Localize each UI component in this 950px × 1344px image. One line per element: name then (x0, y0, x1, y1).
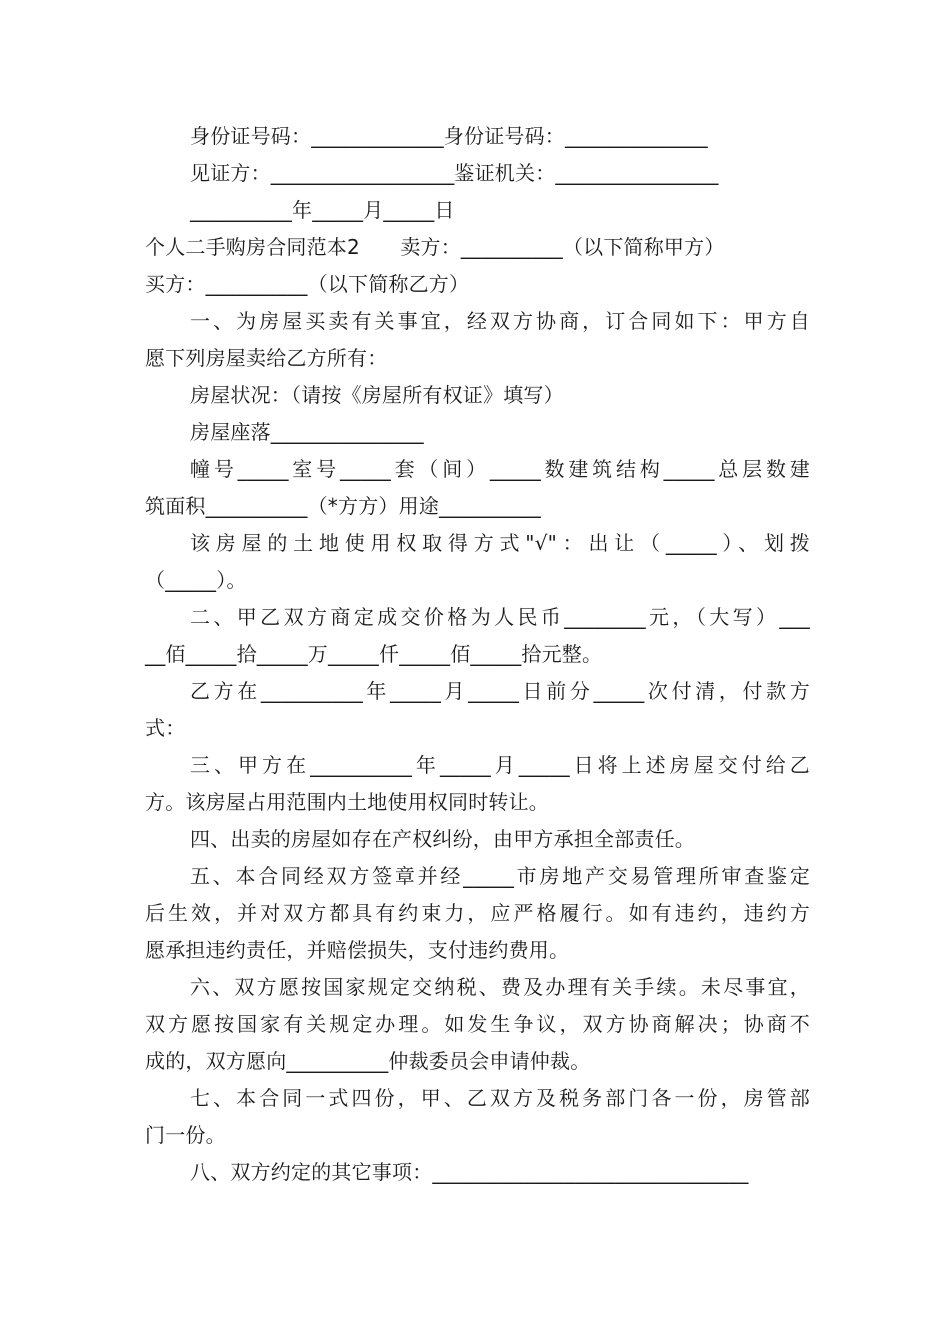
clause-7-line-1: 七、本合同一式四份，甲、乙双方及税务部门各一份，房管部 (190, 1086, 810, 1110)
house-details-line-2: 筑面积__________（*方方）用途__________ (145, 494, 541, 518)
clause-2-line-1: 二、甲乙双方商定成交价格为人民币________元，（大写）___ (190, 605, 810, 629)
clause-3-line-2: 方。该房屋占用范围内土地使用权同时转让。 (145, 790, 549, 814)
buyer-line: 买方：__________（以下简称乙方） (145, 272, 470, 296)
clause-8-line: 八、双方约定的其它事项：_______________________________ (190, 1160, 749, 1184)
clause-1-line-2: 愿下列房屋卖给乙方所有： (145, 346, 388, 370)
clause-6-line-3: 成的，双方愿向__________仲裁委员会申请仲裁。 (145, 1049, 591, 1073)
contract-page (145, 118, 810, 1191)
contract-title-seller-line: 个人二手购房合同范本2 卖方：__________（以下简称甲方） (145, 235, 725, 259)
id-number-line: 身份证号码：_____________身份证号码：______________ (190, 124, 708, 148)
land-use-line-1: 该房屋的土地使用权取得方式"√"：出让（_____）、划拨 (190, 531, 810, 555)
clause-4-line: 四、出卖的房屋如存在产权纠纷，由甲方承担全部责任。 (190, 827, 695, 851)
clause-6-line-2: 双方愿按国家有关规定办理。如发生争议，双方协商解决；协商不 (145, 1012, 810, 1036)
clause-5-line-1: 五、本合同经双方签章并经_____市房地产交易管理所审查鉴定 (190, 864, 810, 888)
house-status-line: 房屋状况：（请按《房屋所有权证》填写） (190, 383, 564, 407)
clause-5-line-2: 后生效，并对双方都具有约束力，应严格履行。如有违约，违约方 (145, 901, 810, 925)
clause-1-line-1: 一、为房屋买卖有关事宜，经双方协商，订合同如下：甲方自 (190, 309, 810, 333)
payment-line-2: 式： (145, 716, 186, 740)
house-location-line: 房屋座落_______________ (190, 420, 424, 444)
house-details-line-1: 幢号_____室号_____套（间）_____数建筑结构_____总层数建 (190, 457, 810, 481)
clause-7-line-2: 门一份。 (145, 1123, 226, 1147)
witness-line: 见证方：__________________鉴证机关：________________ (190, 161, 719, 185)
clause-6-line-1: 六、双方愿按国家规定交纳税、费及办理有关手续。未尽事宜， (190, 975, 810, 999)
clause-2-line-2: __佰_____拾_____万_____仟_____佰_____拾元整。 (145, 642, 603, 666)
clause-3-line-1: 三、甲方在__________年_____月_____日将上述房屋交付给乙 (190, 753, 810, 777)
land-use-line-2: （_____）。 (145, 568, 247, 592)
date-line: __________年_____月_____日 (190, 198, 455, 222)
clause-5-line-3: 愿承担违约责任，并赔偿损失，支付违约费用。 (145, 938, 570, 962)
payment-line-1: 乙方在__________年_____月_____日前分_____次付清，付款方 (190, 679, 810, 703)
